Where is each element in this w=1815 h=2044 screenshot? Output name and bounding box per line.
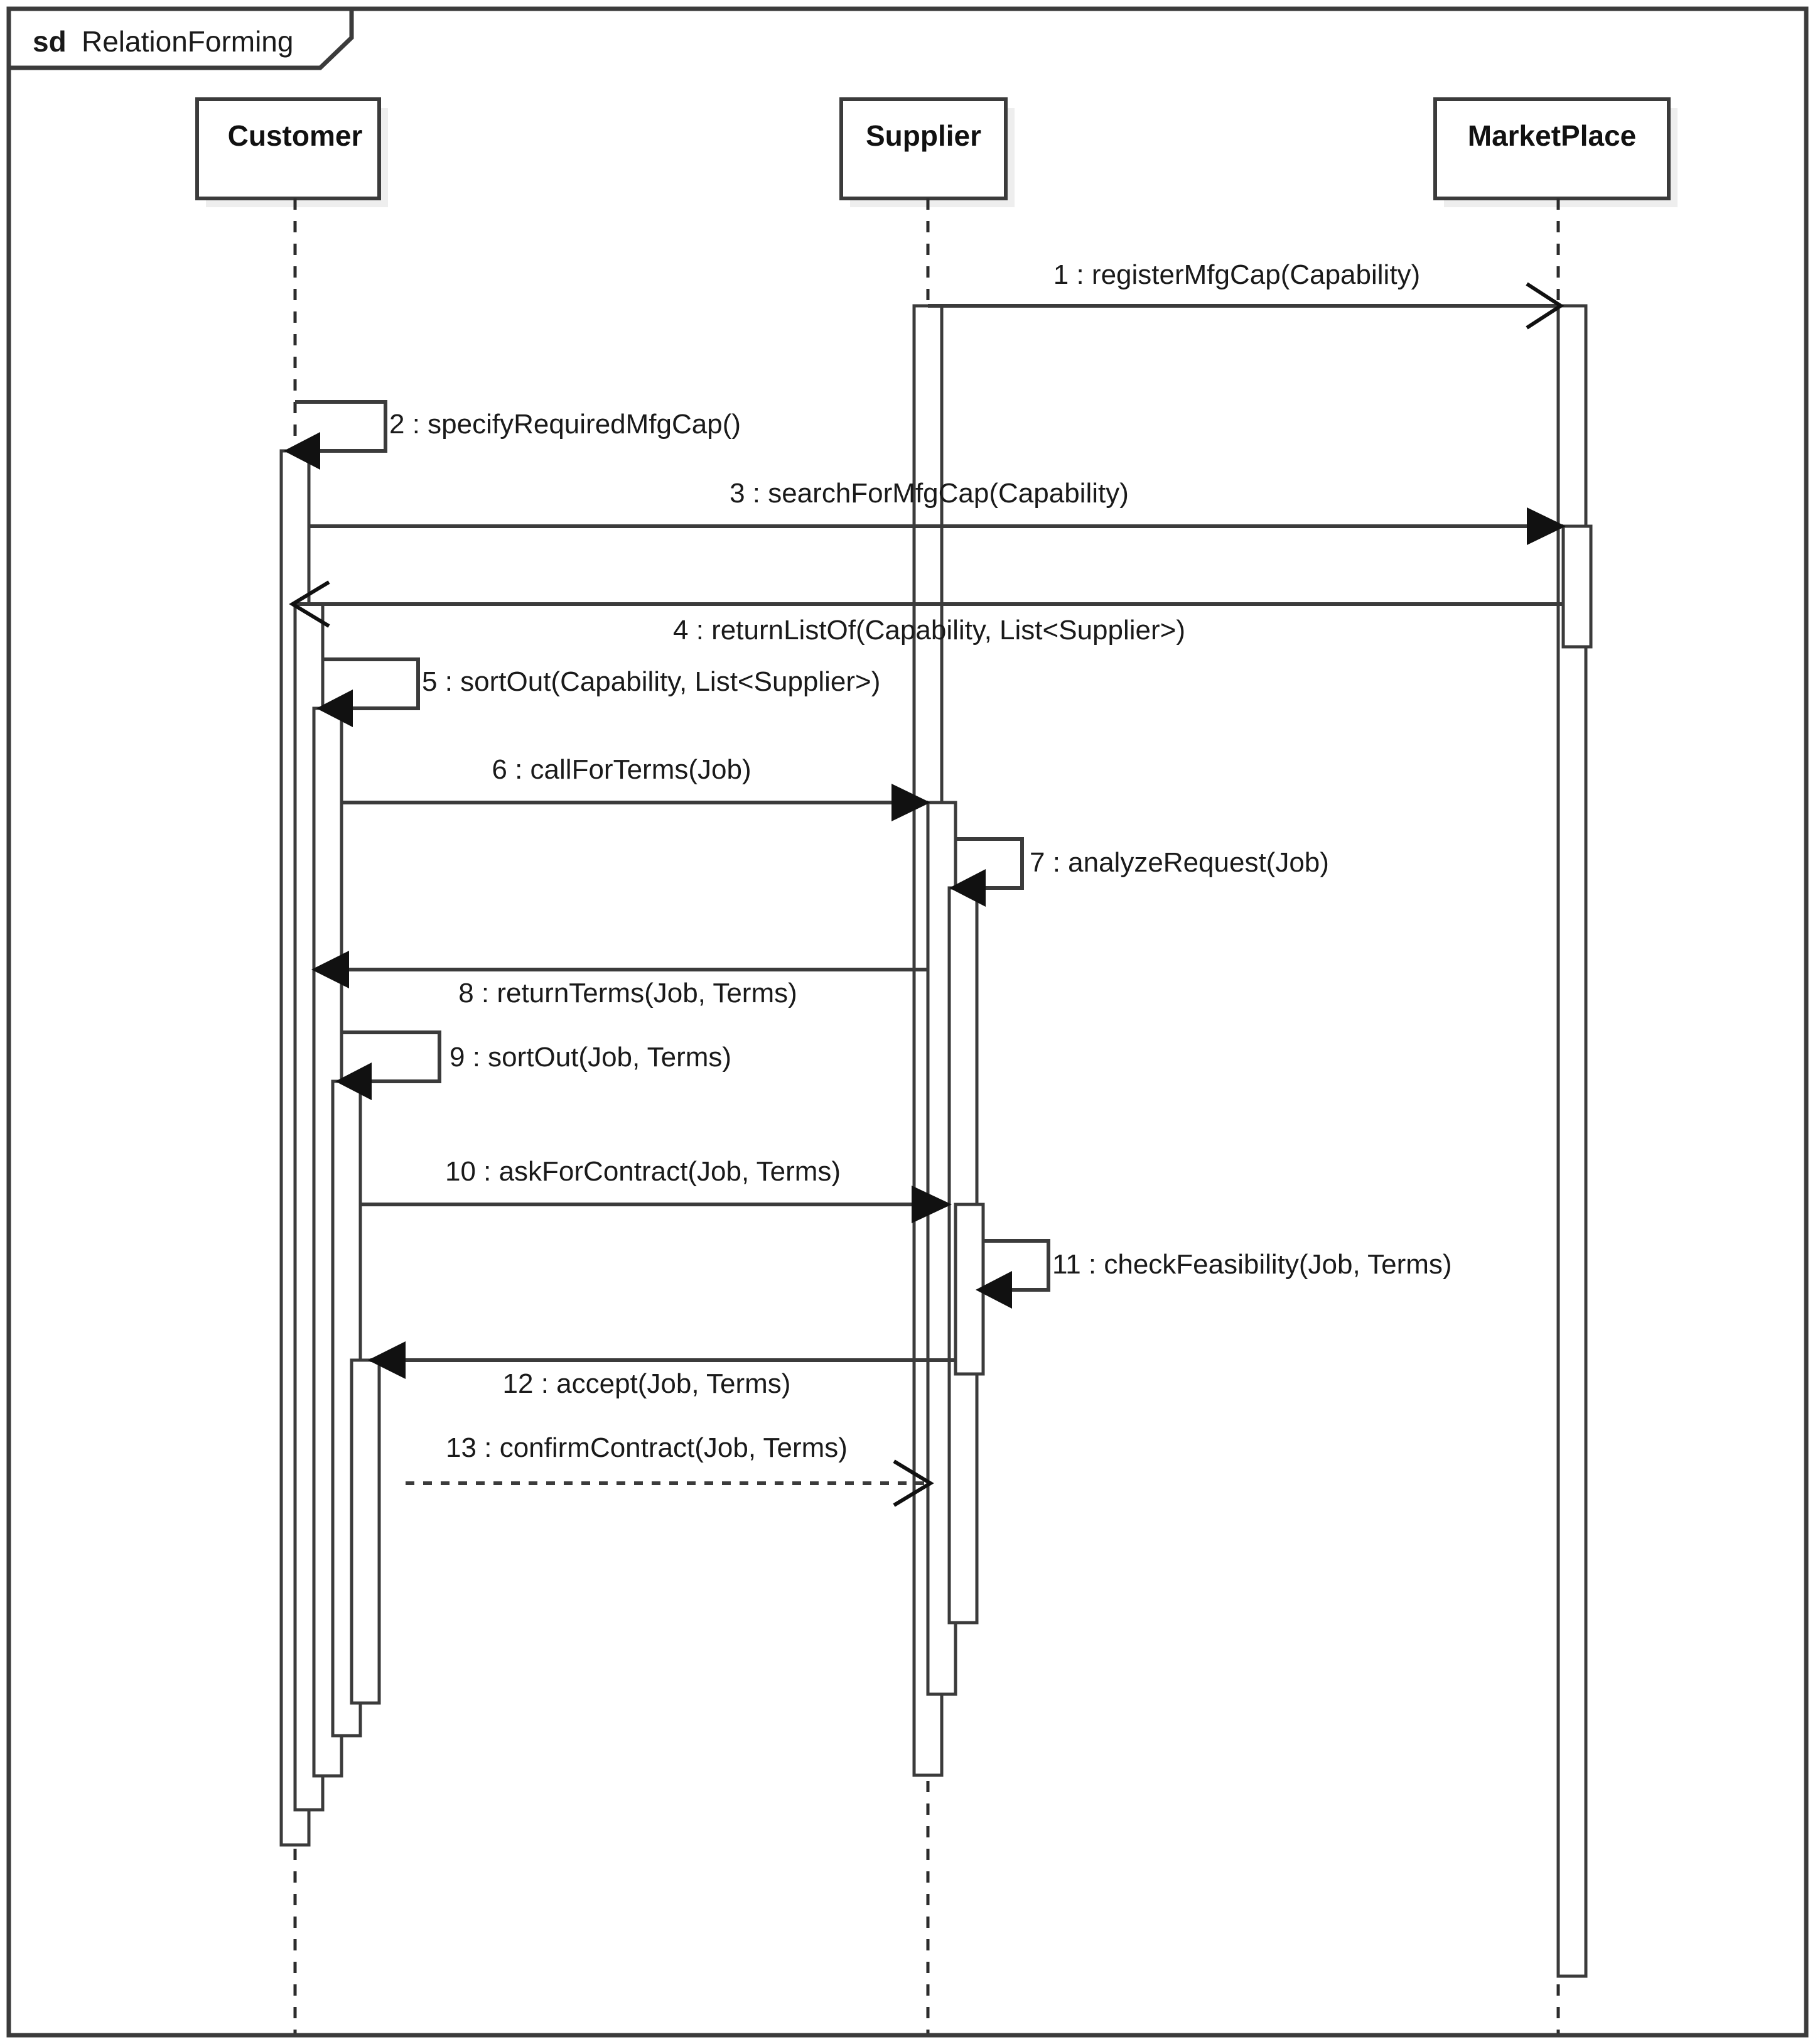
- message-9-label: 9 : sortOut(Job, Terms): [450, 1042, 732, 1073]
- message-2-label: 2 : specifyRequiredMfgCap(): [389, 409, 741, 440]
- message-8[interactable]: [311, 951, 928, 1008]
- message-6[interactable]: [342, 754, 930, 821]
- message-2[interactable]: [284, 402, 741, 470]
- lifeline-marketplace[interactable]: [1435, 99, 1678, 2033]
- message-8-label: 8 : returnTerms(Job, Terms): [458, 978, 797, 1008]
- message-7[interactable]: [949, 839, 1329, 907]
- activation-marketplace-2: [1563, 526, 1591, 647]
- lifeline-label-customer: Customer: [227, 119, 363, 152]
- message-12-label: 12 : accept(Job, Terms): [502, 1368, 791, 1399]
- message-6-label: 6 : callForTerms(Job): [492, 754, 751, 785]
- lifeline-label-marketplace: MarketPlace: [1467, 119, 1637, 152]
- message-3-label: 3 : searchForMfgCap(Capability): [730, 478, 1129, 509]
- frame-name: RelationForming: [82, 25, 294, 58]
- diagram-frame: [9, 9, 1806, 2035]
- message-12[interactable]: [368, 1341, 956, 1399]
- message-11-label: 11 : checkFeasibility(Job, Terms): [1052, 1249, 1452, 1280]
- message-13-label: 13 : confirmContract(Job, Terms): [446, 1432, 848, 1463]
- message-9[interactable]: [335, 1032, 731, 1100]
- message-1[interactable]: [928, 259, 1561, 328]
- message-11[interactable]: [976, 1241, 1452, 1309]
- lifeline-label-supplier: Supplier: [865, 119, 982, 152]
- message-4-label: 4 : returnListOf(Capability, List<Supplier>): [673, 615, 1185, 646]
- message-13[interactable]: [406, 1432, 930, 1505]
- message-1-label: 1 : registerMfgCap(Capability): [1053, 259, 1421, 290]
- message-5[interactable]: [316, 659, 880, 727]
- message-10-label: 10 : askForContract(Job, Terms): [444, 1156, 841, 1187]
- activation-customer-5: [352, 1360, 379, 1703]
- message-10[interactable]: [360, 1156, 952, 1223]
- message-7-label: 7 : analyzeRequest(Job): [1030, 847, 1329, 878]
- message-5-label: 5 : sortOut(Capability, List<Supplier>): [422, 666, 881, 697]
- frame-keyword: sd: [33, 25, 67, 58]
